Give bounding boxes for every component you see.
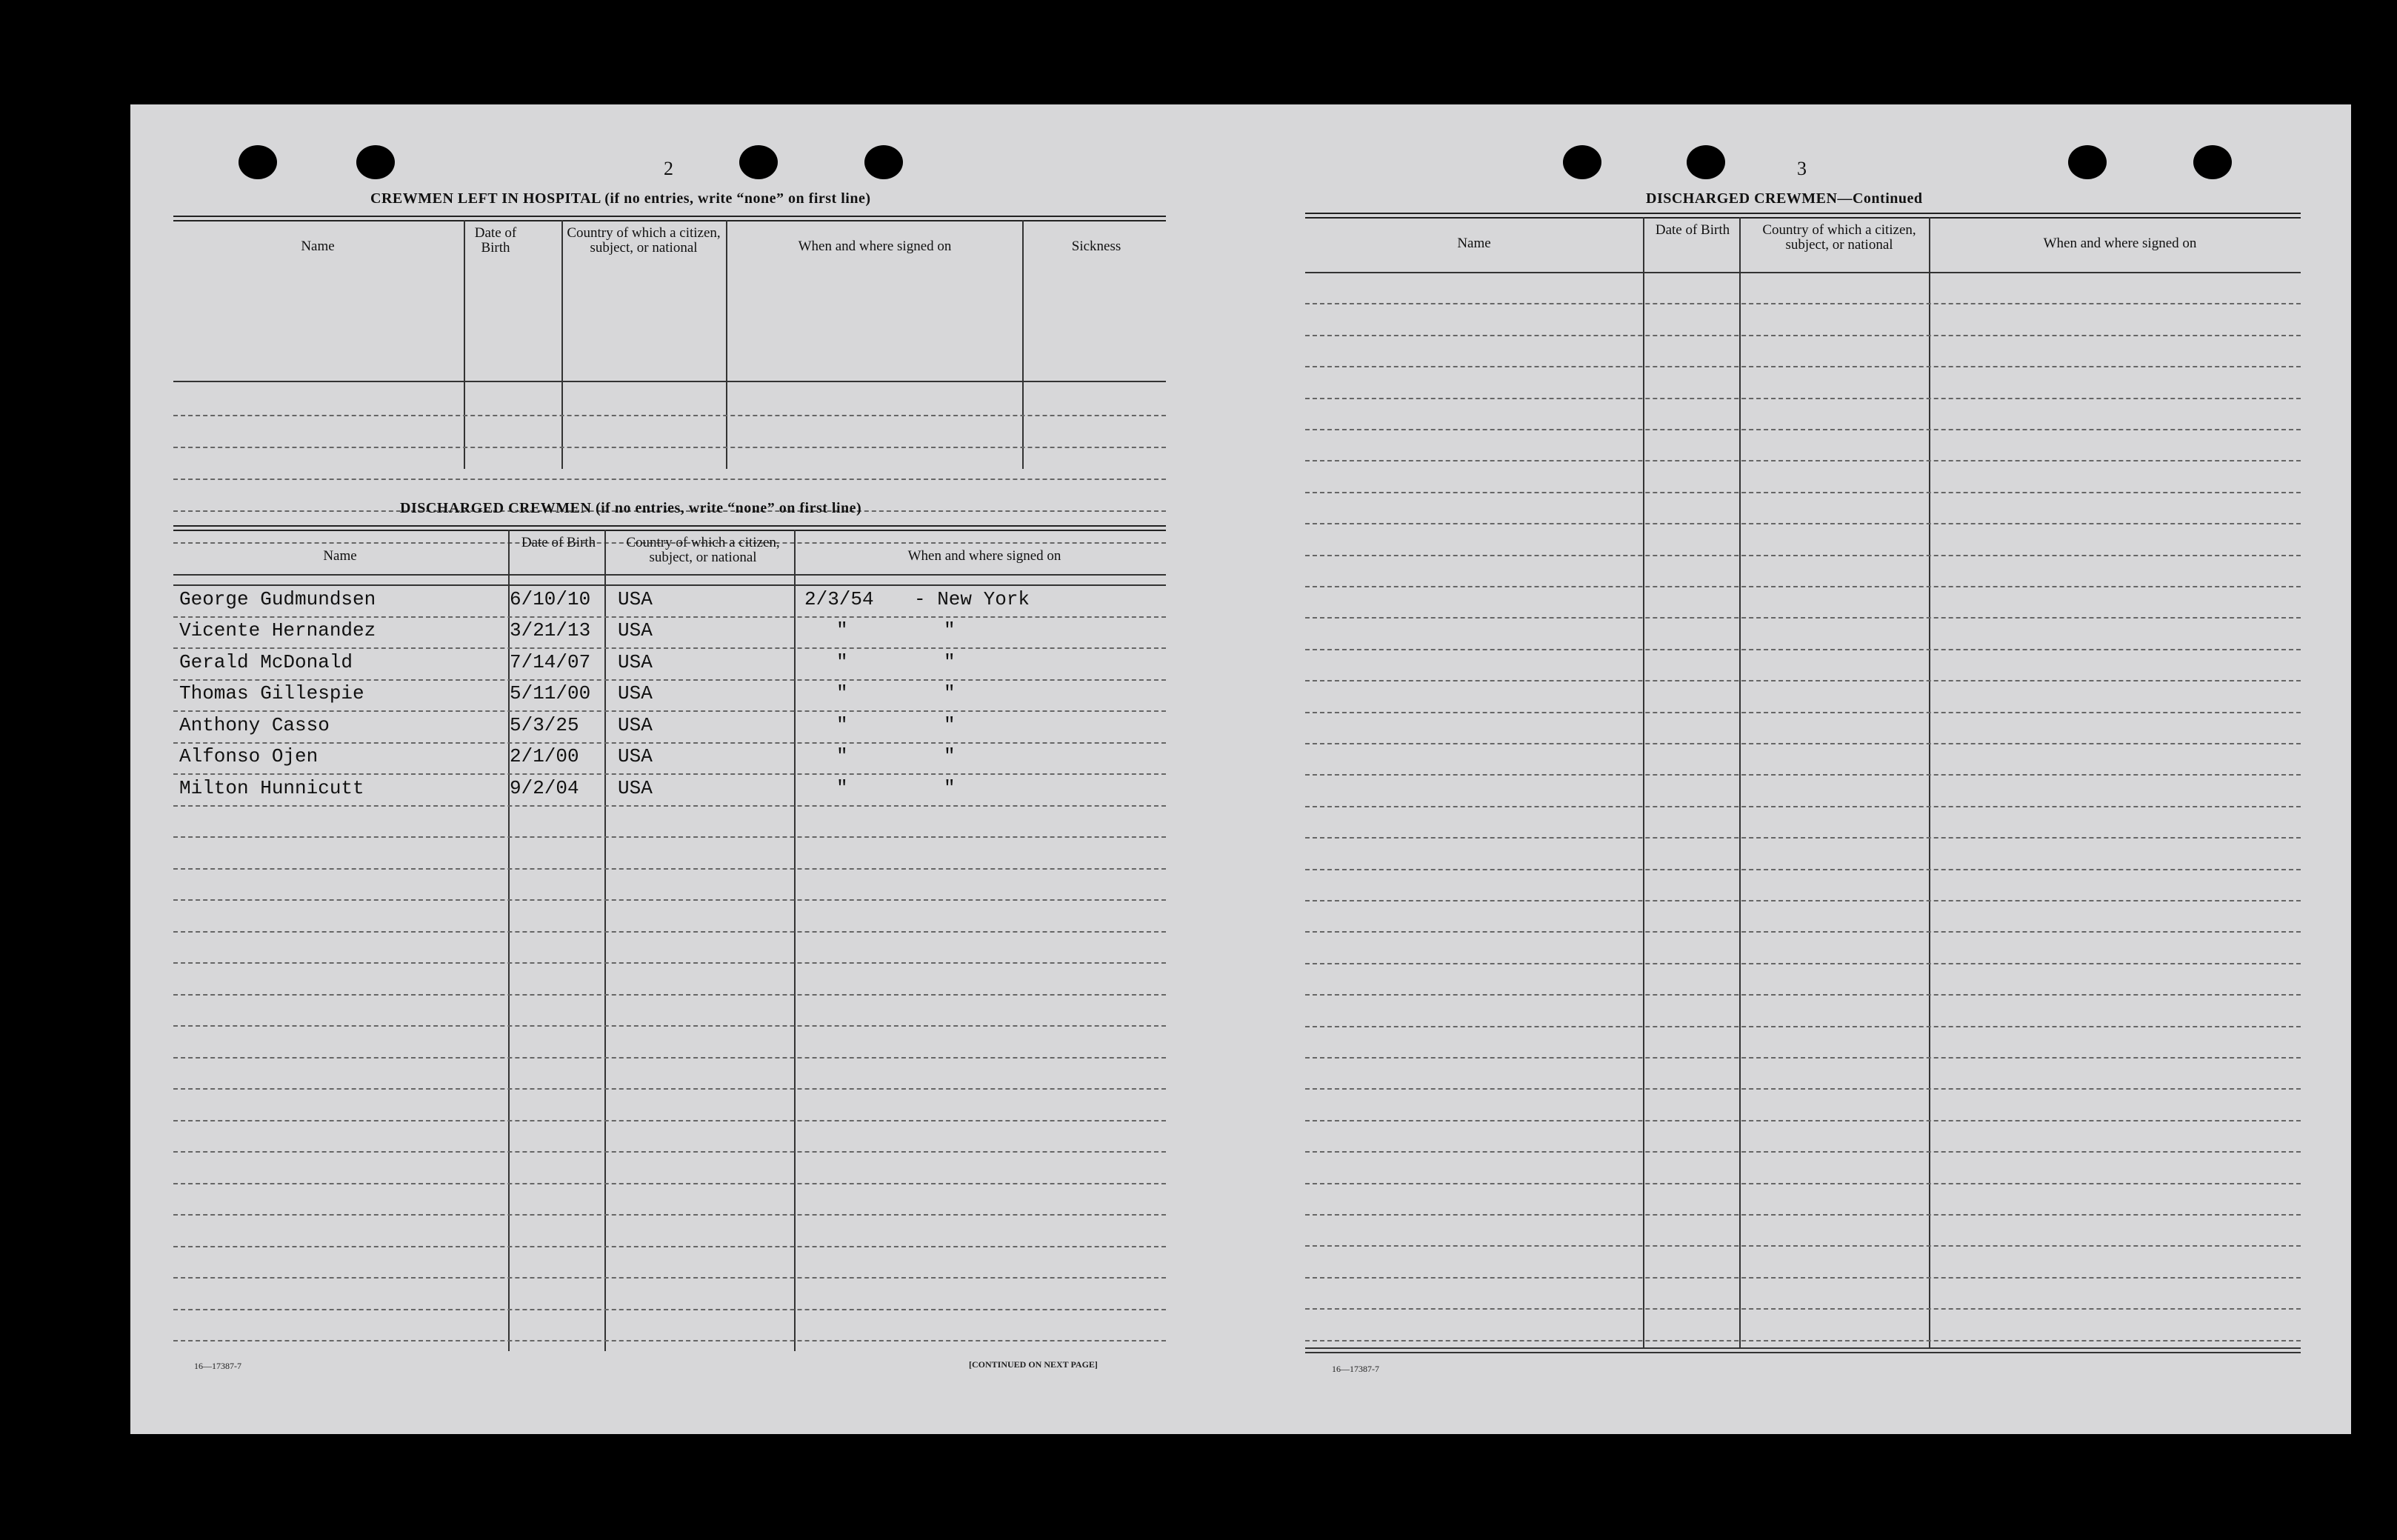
col-header-signed: When and where signed on — [907, 548, 1061, 564]
crewman-country: USA — [618, 682, 653, 704]
col-header-name: Name — [301, 239, 335, 254]
crewman-name: Anthony Casso — [179, 713, 330, 736]
table-row-line — [1305, 523, 2301, 524]
table-row-line — [1305, 1088, 2301, 1090]
table-row-line — [1305, 963, 2301, 964]
crewman-dob: 2/1/00 — [510, 745, 579, 767]
table-row-line — [173, 1214, 1166, 1216]
crewman-signed-date: " — [836, 745, 848, 767]
left-page — [173, 104, 1166, 1434]
crewman-dob: 7/14/07 — [510, 650, 591, 673]
table-row-line — [173, 1088, 1166, 1090]
table-row-line — [173, 1309, 1166, 1310]
crewman-name: Vicente Hernandez — [179, 619, 376, 641]
form-number: 16—17387-7 — [194, 1361, 241, 1371]
crewman-name: Milton Hunnicutt — [179, 776, 364, 799]
hospital-subtitle: (if no entries, write “none” on first line) — [604, 190, 871, 207]
crewman-signed-place: " — [944, 682, 956, 704]
crewman-country: USA — [618, 745, 653, 767]
table-row-line — [173, 1151, 1166, 1153]
table-row-line — [1305, 1057, 2301, 1059]
crewman-signed-place: " — [944, 776, 956, 799]
col-header-signed: When and where signed on — [798, 239, 952, 254]
table-row-line — [1305, 649, 2301, 650]
table-row-line — [1305, 774, 2301, 776]
table-row-line — [1305, 429, 2301, 430]
table-row-line — [1305, 1120, 2301, 1121]
table-row-line — [1305, 492, 2301, 493]
table-row-line — [1305, 712, 2301, 713]
col-header-sickness: Sickness — [1071, 239, 1121, 254]
table-row-line — [1305, 869, 2301, 870]
table-row-line — [173, 899, 1166, 901]
table-row-line — [1305, 680, 2301, 681]
right-page — [1305, 104, 2301, 1434]
crewman-signed-date: " — [836, 650, 848, 673]
crewman-signed-date: 2/3/54 — [804, 587, 874, 610]
crewman-signed-place: - New York — [914, 587, 1030, 610]
discharged-subtitle: (if no entries, write “none” on first line) — [595, 500, 862, 516]
crewman-signed-place: " — [944, 650, 956, 673]
table-row-line — [1305, 335, 2301, 336]
col-header-signed: When and where signed on — [2043, 236, 2197, 251]
hospital-table — [173, 216, 1166, 469]
crewman-country: USA — [618, 587, 653, 610]
crewman-signed-date: " — [836, 682, 848, 704]
col-header-dob: Date of Birth — [474, 225, 517, 256]
table-row-line — [173, 962, 1166, 964]
crewman-dob: 6/10/10 — [510, 587, 591, 610]
crewman-country: USA — [618, 713, 653, 736]
table-row-line — [173, 1120, 1166, 1121]
table-row-line — [1305, 931, 2301, 933]
table-row-line — [173, 1057, 1166, 1059]
col-header-country: Country of which a citizen, subject, or national — [567, 225, 721, 256]
table-row-line — [173, 710, 1166, 712]
table-row-line — [173, 1340, 1166, 1341]
table-row-line — [173, 742, 1166, 744]
table-row-line — [1305, 1245, 2301, 1247]
crewman-name: Gerald McDonald — [179, 650, 353, 673]
hospital-title: CREWMEN LEFT IN HOSPITAL — [370, 190, 601, 207]
form-sheet — [130, 104, 2351, 1434]
crewman-country: USA — [618, 650, 653, 673]
crewman-dob: 5/11/00 — [510, 682, 591, 704]
table-row-line — [173, 1183, 1166, 1184]
crewman-signed-place: " — [944, 745, 956, 767]
crewman-signed-place: " — [944, 713, 956, 736]
col-header-country: Country of which a citizen, subject, or national — [1762, 222, 1916, 253]
table-row-line — [1305, 460, 2301, 461]
hospital-section-title — [370, 190, 871, 207]
page-number: 3 — [1797, 158, 1807, 179]
table-row-line — [1305, 994, 2301, 996]
table-row-line — [173, 679, 1166, 681]
table-row-line — [1305, 366, 2301, 367]
col-header-dob: Date of Birth — [521, 535, 596, 550]
table-row-line — [173, 931, 1166, 933]
table-row-line — [173, 1025, 1166, 1027]
form-number: 16—17387-7 — [1332, 1364, 1379, 1374]
crewman-signed-date: " — [836, 619, 848, 641]
col-header-name: Name — [1457, 236, 1491, 251]
table-row-line — [1305, 555, 2301, 556]
crewman-name: Thomas Gillespie — [179, 682, 364, 704]
table-row-line — [1305, 1151, 2301, 1153]
crewman-dob: 5/3/25 — [510, 713, 579, 736]
col-header-country: Country of which a citizen, subject, or national — [626, 535, 780, 565]
table-row-line — [1305, 1214, 2301, 1216]
crewman-signed-date: " — [836, 776, 848, 799]
page-number: 2 — [664, 158, 673, 179]
crewman-dob: 9/2/04 — [510, 776, 579, 799]
crewman-name: Alfonso Ojen — [179, 745, 319, 767]
table-row-line — [173, 1246, 1166, 1247]
table-row-line — [173, 868, 1166, 870]
table-row-line — [173, 647, 1166, 649]
crewman-dob: 3/21/13 — [510, 619, 591, 641]
table-row-line — [173, 836, 1166, 838]
table-row-line — [173, 1277, 1166, 1279]
table-row-line — [1305, 1183, 2301, 1184]
crewman-country: USA — [618, 776, 653, 799]
table-row-line — [1305, 743, 2301, 744]
table-row-line — [1305, 303, 2301, 304]
table-row-line — [1305, 1026, 2301, 1027]
table-row-line — [1305, 586, 2301, 587]
crewman-signed-place: " — [944, 619, 956, 641]
col-header-dob: Date of Birth — [1655, 222, 1730, 238]
table-row-line — [173, 805, 1166, 807]
table-row-line — [1305, 398, 2301, 399]
discharged-section-title — [400, 500, 861, 517]
discharged-table — [173, 525, 1166, 1351]
table-row-line — [1305, 1277, 2301, 1279]
crewman-country: USA — [618, 619, 653, 641]
table-row-line — [1305, 837, 2301, 839]
table-row-line — [1305, 900, 2301, 901]
table-row-line — [1305, 1308, 2301, 1310]
continued-note: [CONTINUED ON NEXT PAGE] — [969, 1359, 1098, 1370]
table-row-line — [1305, 617, 2301, 619]
table-row-line — [173, 616, 1166, 618]
discharged-continued-table — [1305, 213, 2301, 1353]
crewman-name: George Gudmundsen — [179, 587, 376, 610]
table-row-line — [173, 773, 1166, 775]
table-row-line — [1305, 806, 2301, 807]
discharged-title: DISCHARGED CREWMEN — [400, 500, 592, 516]
table-row-line — [173, 994, 1166, 996]
crewman-signed-date: " — [836, 713, 848, 736]
discharged-continued-title: DISCHARGED CREWMEN—Continued — [1646, 190, 1923, 207]
table-row-line — [1305, 1340, 2301, 1341]
col-header-name: Name — [323, 548, 357, 564]
